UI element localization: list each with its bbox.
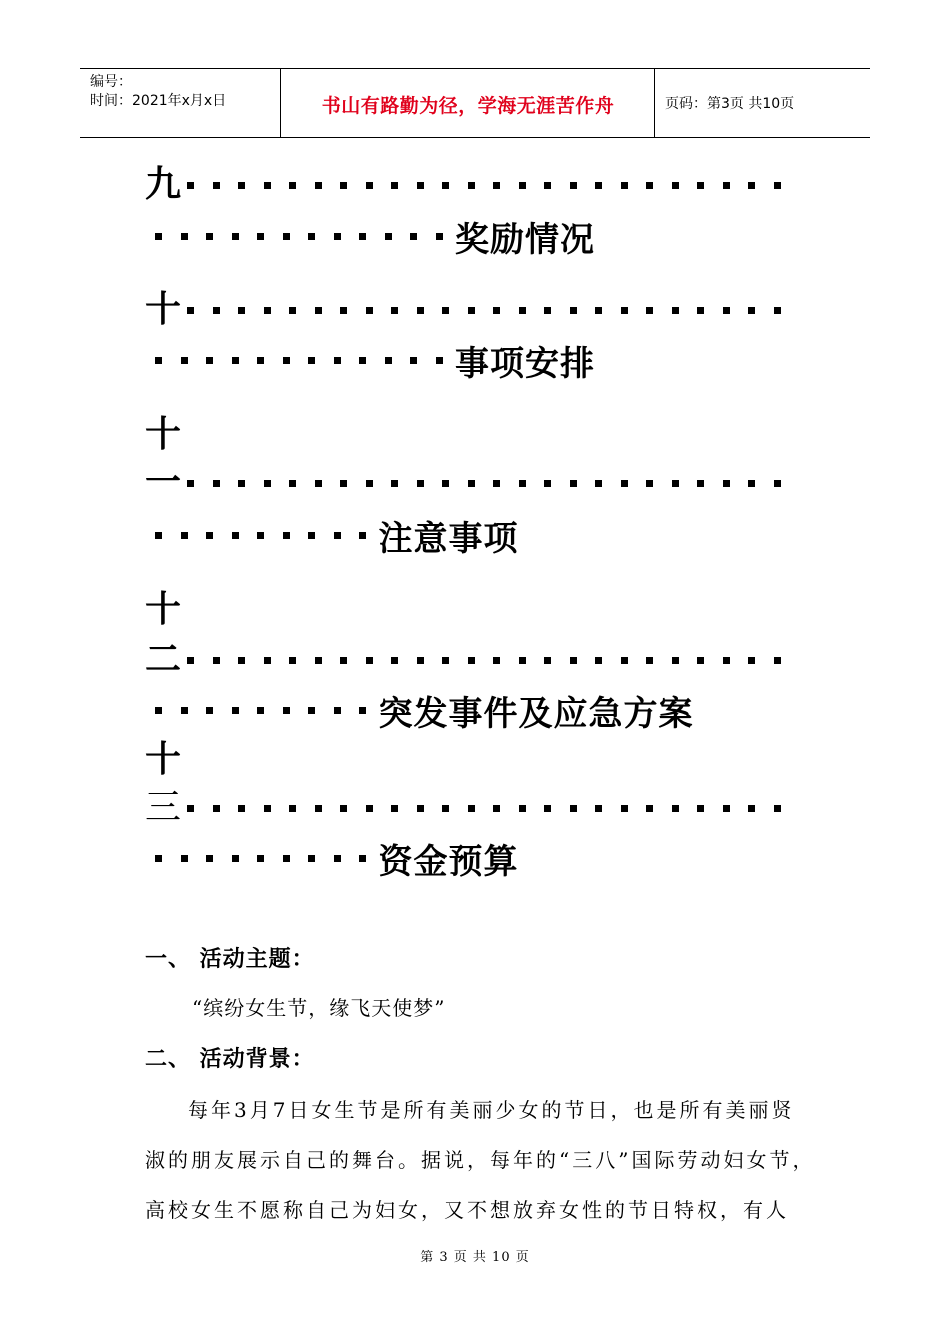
leader-dot	[213, 307, 220, 314]
leader-dot	[340, 657, 347, 664]
leader-dot	[672, 657, 679, 664]
leader-dot	[315, 657, 322, 664]
leader-dot	[206, 233, 213, 240]
leader-dot	[334, 855, 341, 862]
toc-title[interactable]: 奖励情况	[455, 219, 595, 260]
leader-dot	[232, 233, 239, 240]
leader-dot	[213, 805, 220, 812]
leader-dot	[646, 657, 653, 664]
leader-dot	[289, 182, 296, 189]
leader-dot	[723, 805, 730, 812]
dot-leader	[187, 480, 799, 487]
leader-dot	[366, 307, 373, 314]
leader-dot	[308, 233, 315, 240]
leader-dot	[257, 233, 264, 240]
leader-dot	[187, 805, 194, 812]
dot-leader	[187, 182, 799, 189]
leader-dot	[238, 182, 245, 189]
leader-dot	[468, 657, 475, 664]
leader-dot	[289, 307, 296, 314]
leader-dot	[359, 707, 366, 714]
leader-dot	[359, 532, 366, 539]
leader-dot	[493, 182, 500, 189]
leader-dot	[257, 855, 264, 862]
toc-number: 九	[145, 164, 182, 205]
leader-dot	[283, 233, 290, 240]
leader-dot	[774, 805, 781, 812]
leader-dot	[257, 707, 264, 714]
toc-number: 二	[145, 639, 182, 680]
leader-dot	[289, 480, 296, 487]
leader-dot	[187, 182, 194, 189]
leader-dot	[181, 233, 188, 240]
leader-dot	[315, 480, 322, 487]
leader-dot	[519, 805, 526, 812]
leader-dot	[232, 357, 239, 364]
leader-dot	[723, 480, 730, 487]
leader-dot	[468, 480, 475, 487]
date-label: 时间：2021年x月x日	[90, 93, 227, 109]
leader-dot	[442, 480, 449, 487]
toc-title[interactable]: 注意事项	[378, 518, 519, 559]
leader-dot	[646, 480, 653, 487]
leader-dot	[359, 855, 366, 862]
page-footer: 第 3 页 共 10 页	[420, 1250, 530, 1265]
leader-dot	[238, 480, 245, 487]
leader-dot	[570, 805, 577, 812]
leader-dot	[155, 532, 162, 539]
leader-dot	[289, 805, 296, 812]
page-header	[80, 68, 870, 138]
dot-leader	[155, 855, 385, 862]
toc-number: 十	[145, 589, 182, 630]
leader-dot	[621, 805, 628, 812]
section-heading: 二、 活动背景：	[145, 1047, 315, 1072]
toc-number: 十	[145, 289, 182, 330]
leader-dot	[206, 707, 213, 714]
header-divider	[280, 69, 281, 137]
leader-dot	[181, 532, 188, 539]
leader-dot	[621, 480, 628, 487]
toc-number: 十	[145, 414, 182, 455]
leader-dot	[595, 805, 602, 812]
leader-dot	[359, 233, 366, 240]
leader-dot	[264, 805, 271, 812]
leader-dot	[410, 233, 417, 240]
leader-dot	[646, 307, 653, 314]
leader-dot	[155, 233, 162, 240]
header-left	[90, 73, 226, 111]
leader-dot	[774, 307, 781, 314]
leader-dot	[283, 532, 290, 539]
leader-dot	[232, 855, 239, 862]
leader-dot	[748, 657, 755, 664]
leader-dot	[519, 182, 526, 189]
leader-dot	[283, 707, 290, 714]
leader-dot	[595, 480, 602, 487]
toc-title[interactable]: 资金预算	[378, 841, 519, 882]
leader-dot	[672, 182, 679, 189]
leader-dot	[187, 480, 194, 487]
leader-dot	[366, 480, 373, 487]
header-motto: 书山有路勤为径，学海无涯苦作舟	[321, 95, 615, 117]
leader-dot	[544, 182, 551, 189]
leader-dot	[308, 357, 315, 364]
toc-row	[145, 505, 519, 565]
leader-dot	[187, 307, 194, 314]
leader-dot	[468, 307, 475, 314]
leader-dot	[264, 657, 271, 664]
leader-dot	[283, 855, 290, 862]
paragraph-line: 每年3月7日女生节是所有美丽少女的节日，也是所有美丽贤	[188, 1098, 795, 1122]
leader-dot	[595, 307, 602, 314]
leader-dot	[391, 307, 398, 314]
leader-dot	[334, 357, 341, 364]
toc-title[interactable]: 事项安排	[455, 343, 595, 384]
leader-dot	[289, 657, 296, 664]
leader-dot	[213, 657, 220, 664]
leader-dot	[366, 182, 373, 189]
leader-dot	[238, 307, 245, 314]
leader-dot	[417, 307, 424, 314]
leader-dot	[385, 357, 392, 364]
leader-dot	[181, 855, 188, 862]
leader-dot	[334, 532, 341, 539]
leader-dot	[672, 307, 679, 314]
leader-dot	[155, 855, 162, 862]
leader-dot	[264, 182, 271, 189]
leader-dot	[493, 480, 500, 487]
leader-dot	[519, 480, 526, 487]
leader-dot	[544, 480, 551, 487]
paragraph-line: 高校女生不愿称自己为妇女，又不想放弃女性的节日特权，有人	[145, 1198, 789, 1222]
leader-dot	[748, 805, 755, 812]
leader-dot	[232, 532, 239, 539]
leader-dot	[748, 307, 755, 314]
dot-leader	[187, 657, 799, 664]
leader-dot	[774, 657, 781, 664]
leader-dot	[283, 357, 290, 364]
leader-dot	[544, 307, 551, 314]
leader-dot	[493, 657, 500, 664]
paragraph-line: 淑的朋友展示自己的舞台。据说，每年的“三八”国际劳动妇女节，	[145, 1148, 816, 1172]
leader-dot	[436, 233, 443, 240]
leader-dot	[468, 182, 475, 189]
leader-dot	[723, 182, 730, 189]
leader-dot	[697, 307, 704, 314]
leader-dot	[417, 480, 424, 487]
leader-dot	[391, 657, 398, 664]
leader-dot	[672, 480, 679, 487]
section-heading: 一、 活动主题：	[145, 947, 315, 972]
toc-row	[145, 680, 694, 740]
leader-dot	[570, 307, 577, 314]
leader-dot	[442, 805, 449, 812]
leader-dot	[519, 307, 526, 314]
leader-dot	[257, 532, 264, 539]
leader-dot	[442, 182, 449, 189]
leader-dot	[442, 657, 449, 664]
leader-dot	[308, 532, 315, 539]
leader-dot	[238, 657, 245, 664]
leader-dot	[264, 307, 271, 314]
leader-dot	[213, 480, 220, 487]
leader-dot	[308, 855, 315, 862]
leader-dot	[646, 805, 653, 812]
leader-dot	[621, 307, 628, 314]
header-divider	[654, 69, 655, 137]
leader-dot	[340, 182, 347, 189]
leader-dot	[391, 480, 398, 487]
leader-dot	[493, 805, 500, 812]
leader-dot	[366, 657, 373, 664]
leader-dot	[774, 182, 781, 189]
dot-leader	[187, 805, 799, 812]
toc-row	[145, 828, 519, 888]
leader-dot	[748, 182, 755, 189]
leader-dot	[417, 182, 424, 189]
toc-row	[145, 206, 595, 266]
leader-dot	[315, 307, 322, 314]
leader-dot	[155, 357, 162, 364]
toc-row	[145, 453, 799, 513]
leader-dot	[646, 182, 653, 189]
leader-dot	[206, 532, 213, 539]
leader-dot	[213, 182, 220, 189]
leader-dot	[206, 855, 213, 862]
leader-dot	[544, 805, 551, 812]
leader-dot	[238, 805, 245, 812]
leader-dot	[621, 182, 628, 189]
leader-dot	[206, 357, 213, 364]
toc-number: 十	[145, 739, 182, 780]
dot-leader	[155, 532, 385, 539]
leader-dot	[181, 707, 188, 714]
leader-dot	[697, 805, 704, 812]
leader-dot	[334, 233, 341, 240]
leader-dot	[436, 357, 443, 364]
leader-dot	[417, 805, 424, 812]
leader-dot	[672, 805, 679, 812]
dot-leader	[155, 707, 385, 714]
number-label: 编号：	[90, 74, 132, 90]
leader-dot	[519, 657, 526, 664]
leader-dot	[697, 657, 704, 664]
leader-dot	[359, 357, 366, 364]
leader-dot	[570, 480, 577, 487]
leader-dot	[723, 657, 730, 664]
leader-dot	[723, 307, 730, 314]
leader-dot	[595, 182, 602, 189]
leader-dot	[257, 357, 264, 364]
leader-dot	[570, 182, 577, 189]
leader-dot	[595, 657, 602, 664]
leader-dot	[385, 233, 392, 240]
leader-dot	[308, 707, 315, 714]
toc-number: 三	[145, 787, 182, 828]
leader-dot	[697, 182, 704, 189]
leader-dot	[697, 480, 704, 487]
toc-row	[145, 330, 595, 390]
leader-dot	[774, 480, 781, 487]
leader-dot	[334, 707, 341, 714]
leader-dot	[264, 480, 271, 487]
leader-dot	[391, 182, 398, 189]
leader-dot	[410, 357, 417, 364]
leader-dot	[155, 707, 162, 714]
dot-leader	[187, 307, 799, 314]
leader-dot	[340, 805, 347, 812]
leader-dot	[366, 805, 373, 812]
leader-dot	[493, 307, 500, 314]
leader-dot	[315, 805, 322, 812]
leader-dot	[340, 480, 347, 487]
leader-dot	[748, 480, 755, 487]
leader-dot	[391, 805, 398, 812]
leader-dot	[232, 707, 239, 714]
leader-dot	[544, 657, 551, 664]
leader-dot	[315, 182, 322, 189]
header-page-label: 页码：第3页 共10页	[665, 96, 795, 112]
leader-dot	[340, 307, 347, 314]
leader-dot	[570, 657, 577, 664]
leader-dot	[187, 657, 194, 664]
leader-dot	[181, 357, 188, 364]
leader-dot	[442, 307, 449, 314]
toc-title[interactable]: 突发事件及应急方案	[378, 693, 694, 734]
theme-text: “缤纷女生节，缘飞天使梦”	[192, 996, 446, 1020]
dot-leader	[155, 357, 461, 364]
toc-number: 一	[145, 462, 182, 503]
leader-dot	[468, 805, 475, 812]
dot-leader	[155, 233, 461, 240]
leader-dot	[417, 657, 424, 664]
leader-dot	[621, 657, 628, 664]
